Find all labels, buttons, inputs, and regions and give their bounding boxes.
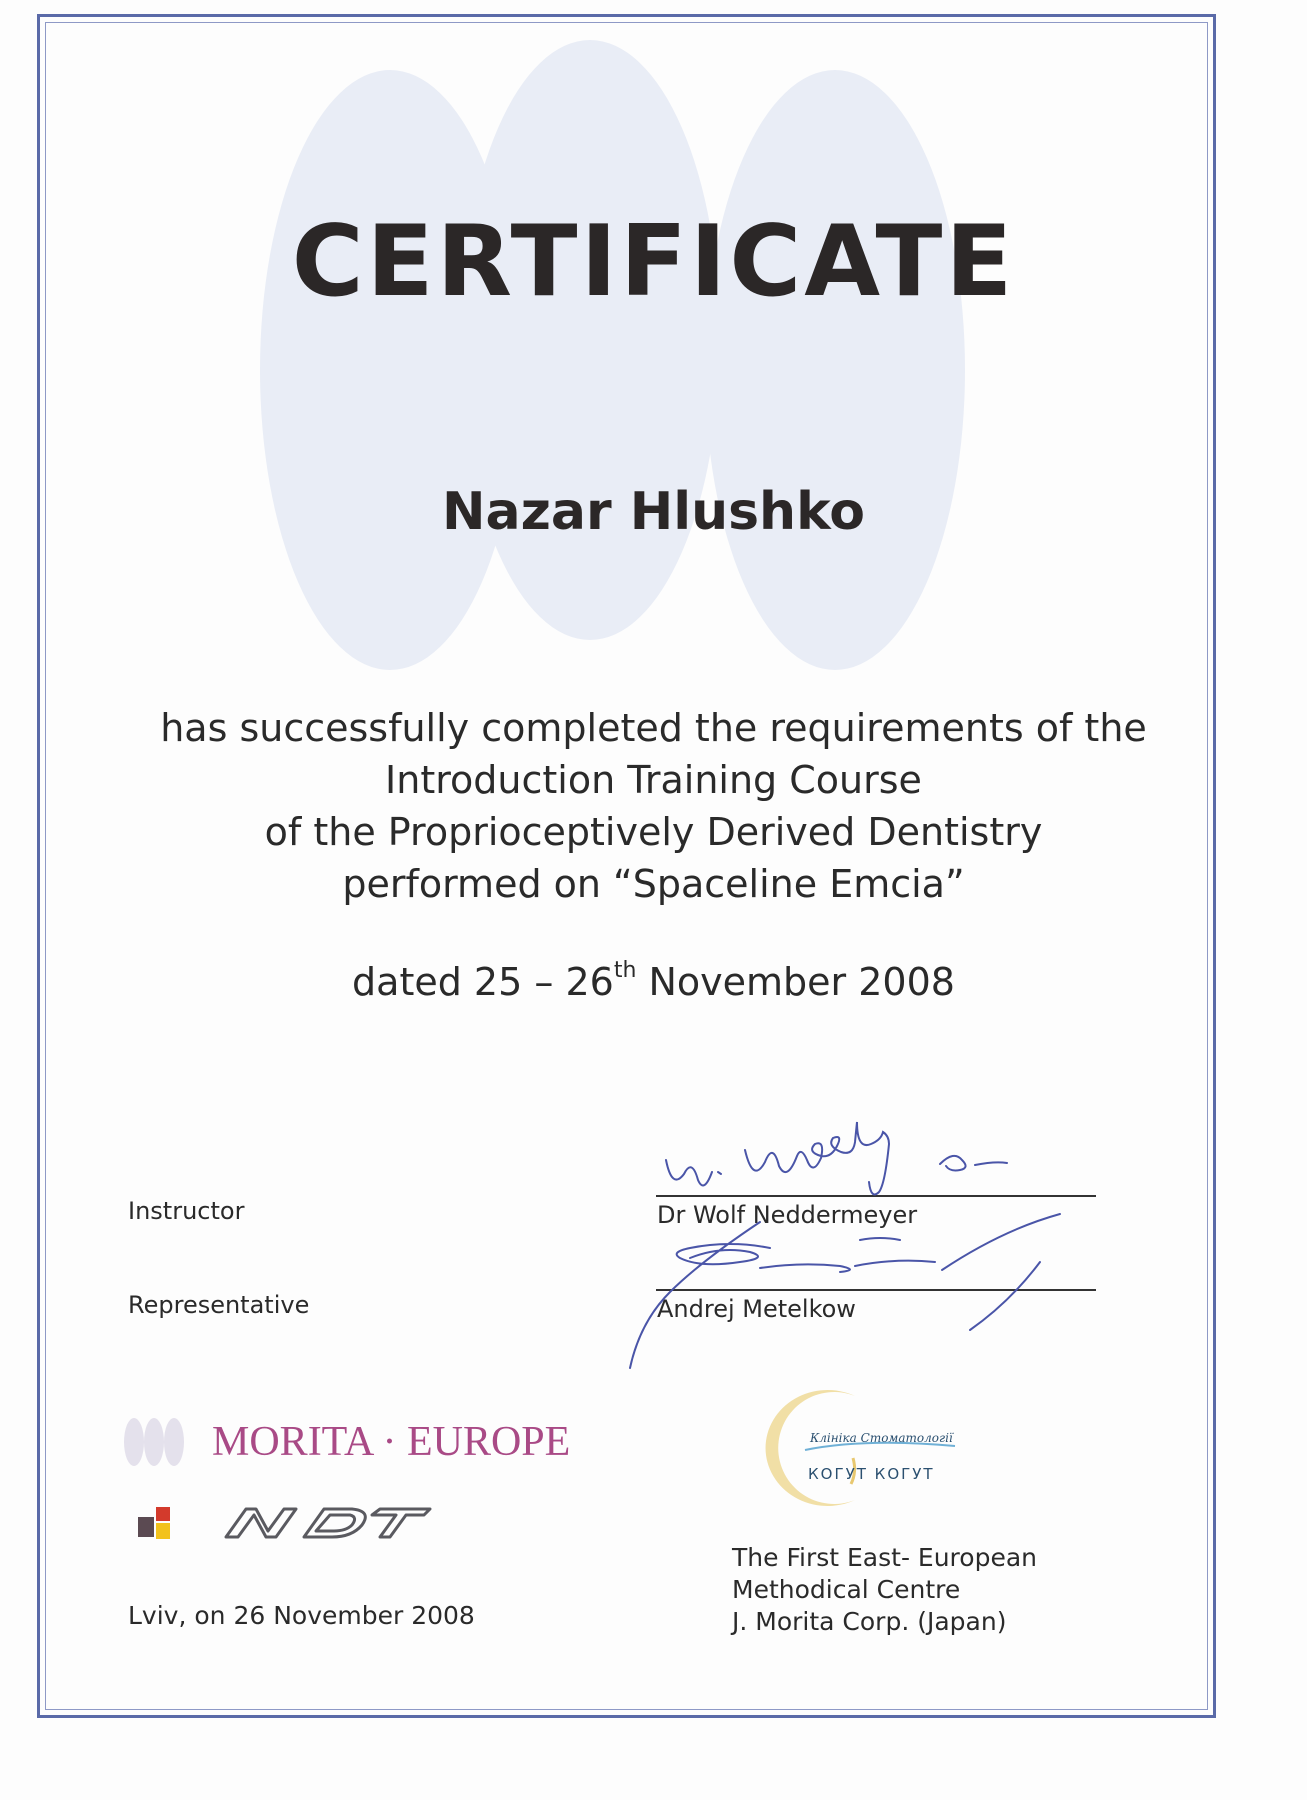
organization-line: J. Morita Corp. (Japan) [732,1607,1007,1636]
dated-prefix: dated 25 – 26 [352,960,614,1004]
statement-line: has successfully completed the requirements of the [160,706,1147,750]
organization-line: Methodical Centre [732,1575,961,1604]
organization-line: The First East- European [732,1543,1037,1572]
organization-name [732,1542,1037,1638]
clinic-name: КОГУТ КОГУТ [808,1465,935,1483]
ndt-squares-icon [138,1505,182,1545]
representative-signature-line [656,1289,1096,1291]
course-dates [0,960,1307,1004]
morita-europe-logo: MORITA · EUROPE [212,1419,571,1465]
statement-line: Introduction Training Course [385,758,922,802]
statement-line: performed on “Spaceline Emcia” [342,862,965,906]
instructor-name: Dr Wolf Neddermeyer [657,1201,918,1229]
clinic-script-name: Клініка Стоматології [810,1431,953,1445]
representative-label: Representative [128,1291,310,1319]
morita-ovals-icon [120,1414,190,1470]
dated-ordinal: th [613,958,637,984]
instructor-label: Instructor [128,1197,245,1225]
statement-line: of the Proprioceptively Derived Dentistry [264,810,1043,854]
dated-suffix: November 2008 [636,960,955,1004]
place-and-date: Lviv, on 26 November 2008 [128,1601,475,1630]
ndt-logo [212,1503,432,1543]
recipient-name: Nazar Hlushko [442,482,865,542]
certificate-title: CERTIFICATE [291,205,1016,319]
clinic-crescent-logo [765,1388,965,1508]
instructor-signature-line [656,1195,1096,1197]
completion-statement [0,702,1307,910]
representative-name: Andrej Metelkow [657,1295,856,1323]
